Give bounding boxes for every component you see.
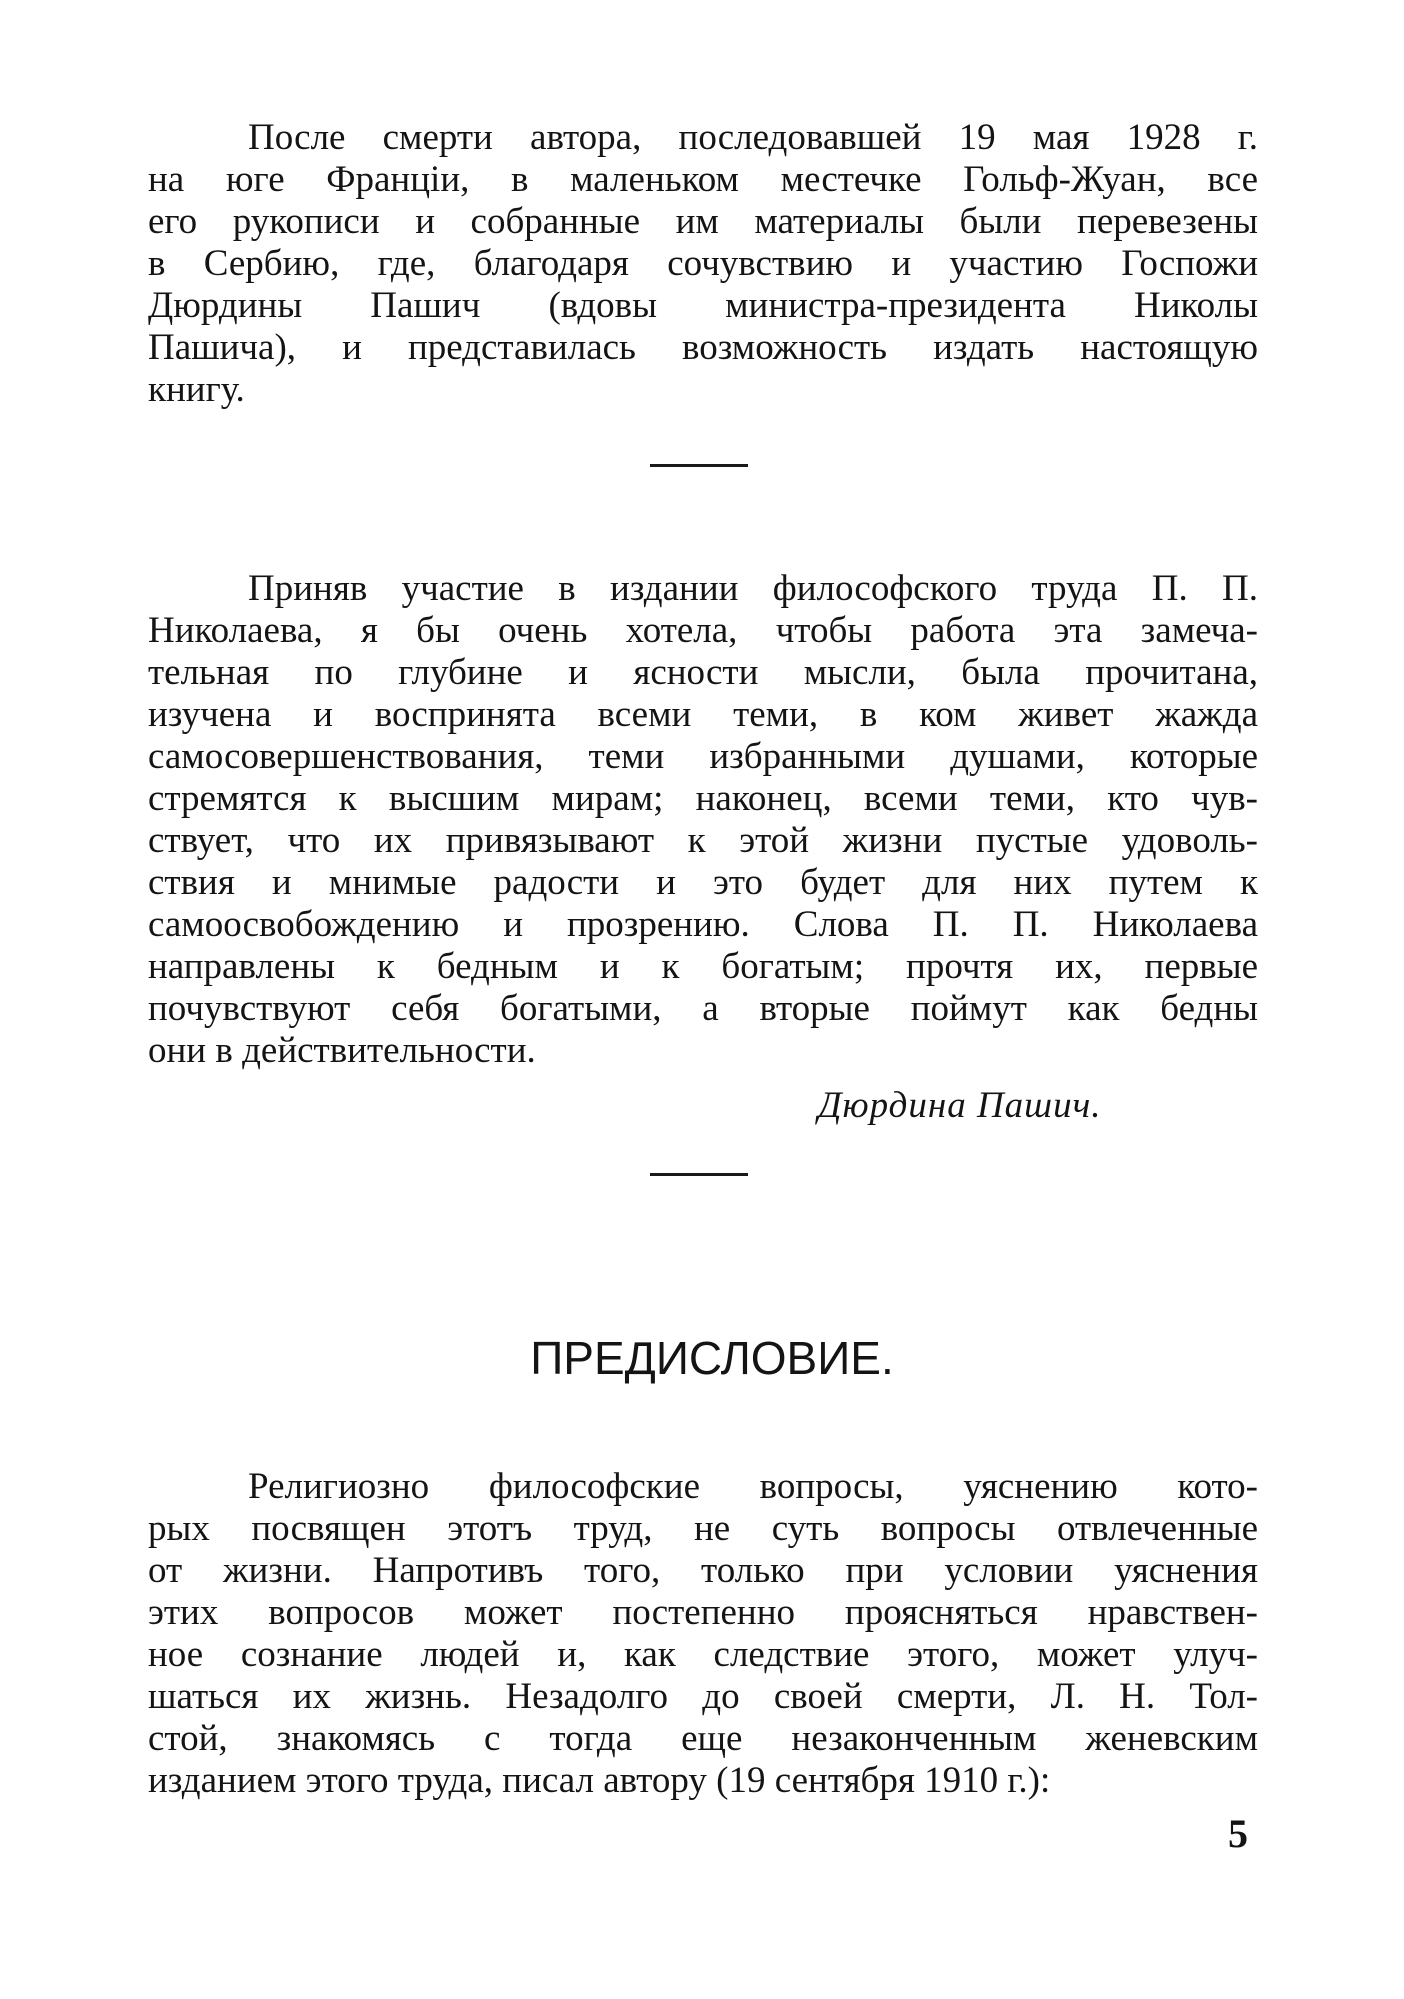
- text-line: почувствуют себя богатыми, а вторые поймут как бедны: [148, 988, 1258, 1029]
- text-line: стой, знакомясь с тогда еще незаконченным женевским: [148, 1718, 1258, 1759]
- text-line: изданием этого труда, писал автору (19 сентября 1910 г.):: [148, 1760, 1051, 1801]
- text-line: Дюрдины Пашич (вдовы министра-президента Николы: [148, 285, 1258, 326]
- paragraph-publication-note: [148, 117, 1258, 411]
- paragraph-dedication: [148, 568, 1258, 1072]
- text-line: его рукописи и собранные им материалы были перевезены: [148, 201, 1258, 242]
- text-line: они в действительности.: [148, 1030, 536, 1071]
- paragraph-preface: [148, 1466, 1258, 1802]
- text-line: Религиозно философские вопросы, уяснению кото-: [248, 1466, 1258, 1507]
- section-divider: [650, 464, 748, 467]
- text-line: ное сознание людей и, как следствие этого, может улуч-: [148, 1634, 1258, 1675]
- text-line: самоосвобождению и прозрению. Слова П. П. Николаева: [148, 904, 1258, 945]
- text-line: изучена и воспринята всеми теми, в ком живет жажда: [148, 694, 1258, 735]
- section-divider: [650, 1173, 748, 1176]
- text-line: на юге Франціи, в маленьком местечке Гольф-Жуан, все: [148, 159, 1258, 200]
- text-line: стремятся к высшим мирам; наконец, всеми теми, кто чув-: [148, 778, 1258, 819]
- text-line: После смерти автора, последовавшей 19 мая 1928 г.: [248, 117, 1258, 158]
- text-line: от жизни. Напротивъ того, только при условии уяснения: [148, 1550, 1258, 1591]
- text-line: Пашича), и представилась возможность издать настоящую: [148, 327, 1258, 368]
- text-line: книгу.: [148, 369, 245, 410]
- text-line: направлены к бедным и к богатым; прочтя их, первые: [148, 946, 1258, 987]
- page-number: 5: [1228, 1811, 1248, 1856]
- signature: Дюрдина Пашич.: [818, 1085, 1102, 1126]
- page-title: ПРЕДИСЛОВИЕ.: [530, 1332, 894, 1384]
- text-line: Приняв участие в издании философского труда П. П.: [248, 568, 1258, 609]
- text-line: этих вопросов может постепенно проясняться нравствен-: [148, 1592, 1258, 1633]
- text-line: ствует, что их привязывают к этой жизни пустые удоволь-: [148, 820, 1258, 861]
- text-line: в Сербию, где, благодаря сочувствию и участию Госпожи: [148, 243, 1258, 284]
- text-line: шаться их жизнь. Незадолго до своей смерти, Л. Н. Тол-: [148, 1676, 1258, 1717]
- text-line: рых посвящен этотъ труд, не суть вопросы отвлеченные: [148, 1508, 1258, 1549]
- text-line: самосовершенствования, теми избранными душами, которые: [148, 736, 1258, 777]
- text-line: ствия и мнимые радости и это будет для них путем к: [148, 862, 1258, 903]
- text-line: тельная по глубине и ясности мысли, была прочитана,: [148, 652, 1258, 693]
- text-line: Николаева, я бы очень хотела, чтобы работа эта замеча-: [148, 610, 1258, 651]
